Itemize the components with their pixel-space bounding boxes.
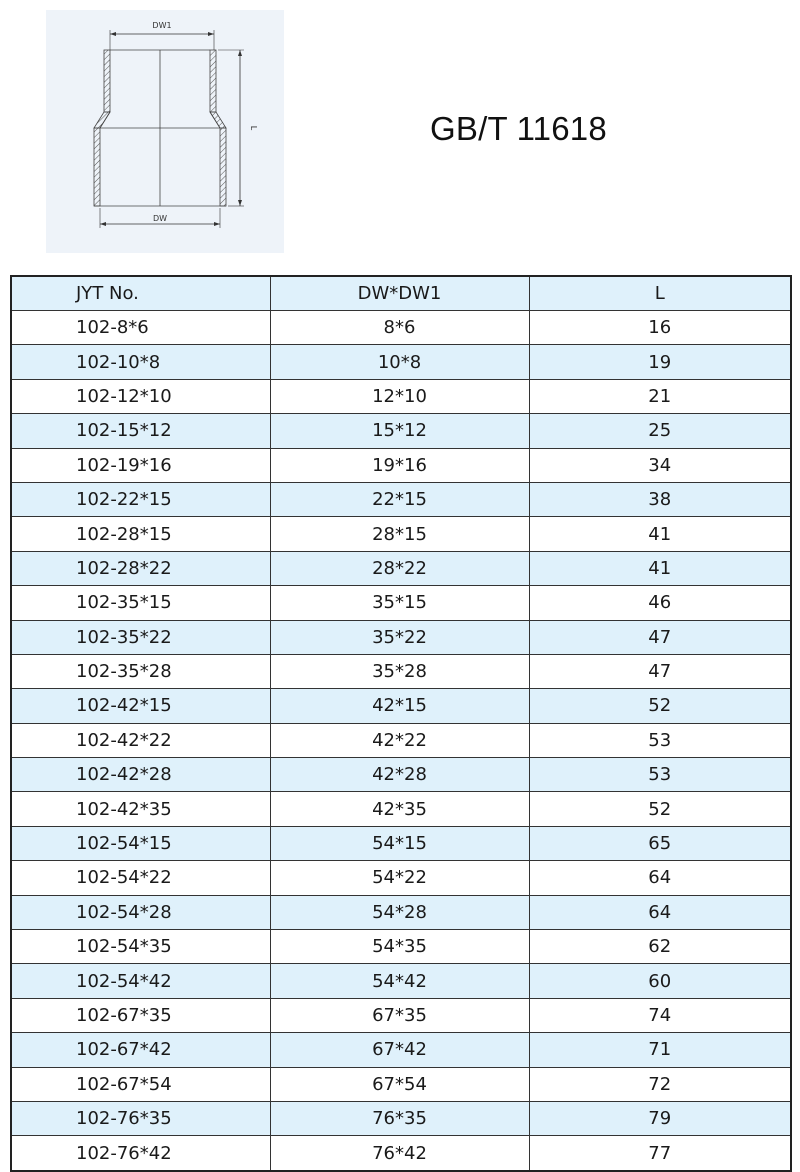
cell-jyt-no: 102-19*16 [11,448,270,482]
cell-dw-dw1: 28*15 [270,517,529,551]
cell-dw-dw1: 42*28 [270,758,529,792]
header-dw-dw1: DW*DW1 [270,276,529,311]
table-row [11,861,791,895]
cell-l: 79 [529,1101,791,1135]
table-row [11,1067,791,1101]
l-label: L [249,125,258,131]
cell-jyt-no: 102-54*42 [11,964,270,998]
cell-jyt-no: 102-8*6 [11,311,270,345]
cell-dw-dw1: 54*35 [270,930,529,964]
cell-jyt-no: 102-76*42 [11,1136,270,1171]
cell-jyt-no: 102-28*22 [11,551,270,585]
cell-l: 52 [529,689,791,723]
table-row [11,964,791,998]
cell-dw-dw1: 35*15 [270,586,529,620]
table-row [11,1136,791,1171]
cell-l: 47 [529,620,791,654]
cell-dw-dw1: 76*42 [270,1136,529,1171]
cell-jyt-no: 102-67*42 [11,1033,270,1067]
cell-jyt-no: 102-35*15 [11,586,270,620]
header-jyt-no: JYT No. [11,276,270,311]
cell-l: 65 [529,826,791,860]
cell-l: 47 [529,654,791,688]
cell-jyt-no: 102-54*22 [11,861,270,895]
cell-jyt-no: 102-35*22 [11,620,270,654]
cell-dw-dw1: 15*12 [270,414,529,448]
table-row [11,1101,791,1135]
cell-l: 60 [529,964,791,998]
cell-dw-dw1: 42*35 [270,792,529,826]
cell-jyt-no: 102-67*35 [11,998,270,1032]
cell-l: 52 [529,792,791,826]
table-row [11,654,791,688]
table-row [11,689,791,723]
cell-l: 16 [529,311,791,345]
table-row [11,517,791,551]
cell-jyt-no: 102-12*10 [11,379,270,413]
table-row [11,620,791,654]
cell-dw-dw1: 35*22 [270,620,529,654]
header-l: L [529,276,791,311]
table-row [11,1033,791,1067]
cell-l: 41 [529,517,791,551]
cell-dw-dw1: 42*15 [270,689,529,723]
cell-jyt-no: 102-42*28 [11,758,270,792]
cell-jyt-no: 102-54*28 [11,895,270,929]
cell-l: 74 [529,998,791,1032]
cell-l: 53 [529,758,791,792]
spec-table [10,275,792,1172]
table-row [11,345,791,379]
cell-dw-dw1: 19*16 [270,448,529,482]
cell-dw-dw1: 42*22 [270,723,529,757]
table-row [11,551,791,585]
table-row [11,792,791,826]
table-body [11,311,791,1171]
cell-jyt-no: 102-76*35 [11,1101,270,1135]
cell-jyt-no: 102-10*8 [11,345,270,379]
table-row [11,895,791,929]
reducer-drawing [46,10,284,253]
cell-dw-dw1: 28*22 [270,551,529,585]
cell-l: 64 [529,861,791,895]
table-row [11,723,791,757]
table-row [11,482,791,516]
cell-jyt-no: 102-54*15 [11,826,270,860]
cell-l: 34 [529,448,791,482]
cell-l: 53 [529,723,791,757]
cell-jyt-no: 102-42*35 [11,792,270,826]
reducer-diagram [46,10,284,253]
table-row [11,586,791,620]
cell-jyt-no: 102-42*22 [11,723,270,757]
cell-dw-dw1: 54*28 [270,895,529,929]
cell-l: 77 [529,1136,791,1171]
cell-dw-dw1: 54*15 [270,826,529,860]
cell-jyt-no: 102-15*12 [11,414,270,448]
table-header-row [11,276,791,311]
cell-l: 19 [529,345,791,379]
cell-dw-dw1: 35*28 [270,654,529,688]
table-row [11,379,791,413]
cell-dw-dw1: 67*35 [270,998,529,1032]
standard-title: GB/T 11618 [430,110,607,147]
cell-l: 21 [529,379,791,413]
cell-dw-dw1: 10*8 [270,345,529,379]
dw-label: DW [152,214,168,223]
cell-l: 72 [529,1067,791,1101]
cell-dw-dw1: 54*22 [270,861,529,895]
cell-jyt-no: 102-22*15 [11,482,270,516]
cell-dw-dw1: 8*6 [270,311,529,345]
cell-l: 25 [529,414,791,448]
cell-jyt-no: 102-35*28 [11,654,270,688]
table-row [11,826,791,860]
table-row [11,448,791,482]
cell-jyt-no: 102-67*54 [11,1067,270,1101]
table-row [11,414,791,448]
cell-jyt-no: 102-54*35 [11,930,270,964]
cell-dw-dw1: 67*54 [270,1067,529,1101]
cell-dw-dw1: 54*42 [270,964,529,998]
cell-l: 71 [529,1033,791,1067]
cell-l: 62 [529,930,791,964]
cell-l: 46 [529,586,791,620]
cell-l: 38 [529,482,791,516]
cell-dw-dw1: 12*10 [270,379,529,413]
cell-jyt-no: 102-28*15 [11,517,270,551]
table-row [11,311,791,345]
cell-l: 41 [529,551,791,585]
table-row [11,758,791,792]
table-row [11,930,791,964]
cell-dw-dw1: 76*35 [270,1101,529,1135]
table-row [11,998,791,1032]
cell-dw-dw1: 22*15 [270,482,529,516]
cell-l: 64 [529,895,791,929]
dw1-label: DW1 [152,21,172,30]
cell-jyt-no: 102-42*15 [11,689,270,723]
cell-dw-dw1: 67*42 [270,1033,529,1067]
